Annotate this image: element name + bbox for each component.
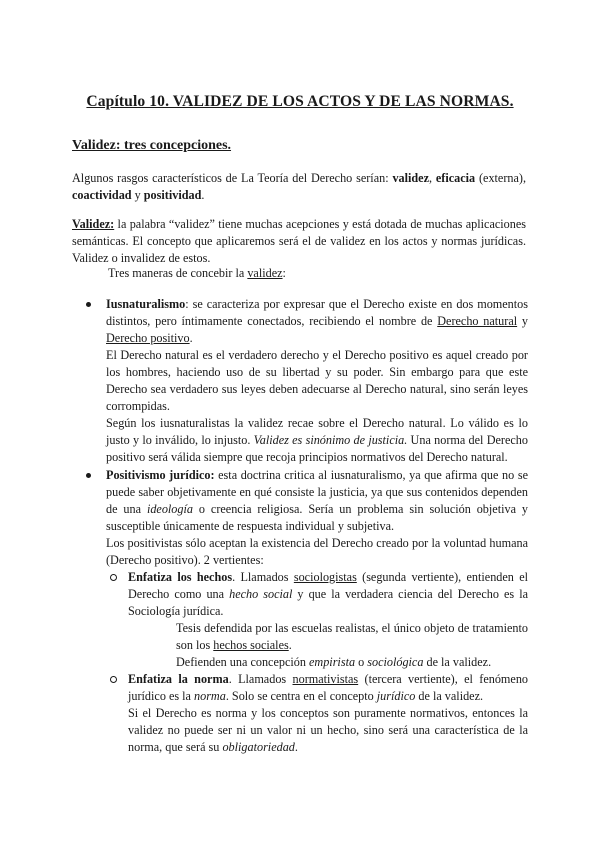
circle-bullet-icon	[110, 574, 117, 581]
list-item-norma: Enfatiza la norma. Llamados normativistas (tercera vertiente), el fenómeno jurídico es la norma. Solo se centra en el concepto jurídico de la validez. Si el Derecho es norma y los conceptos son puramente normativos, entonces la validez no puede ser ni un valor ni un hecho, sino será una característica de la norma, que será su obligatoriedad.	[106, 671, 528, 756]
term-ideologia: ideología	[146, 502, 193, 516]
term-normativistas: normativistas	[292, 672, 359, 686]
term-eficacia: eficacia	[435, 171, 476, 185]
validez-underlined: validez	[247, 266, 283, 280]
term-hechos-sociales: hechos sociales	[213, 638, 289, 652]
term-obligatoriedad: obligatoriedad	[222, 740, 295, 754]
positivismo-p2: Los positivistas sólo aceptan la existencia del Derecho creado por la voluntad humana (Derecho positivo). 2 vertientes:	[106, 536, 528, 567]
term-derecho-natural: Derecho natural	[437, 314, 518, 328]
term-norma: norma	[194, 689, 226, 703]
term-coactividad: coactividad	[72, 188, 132, 202]
validez-label: Validez:	[72, 217, 115, 231]
tres-maneras-line: Tres maneras de concebir la validez:	[108, 266, 286, 280]
validez-definition-paragraph: Validez: la palabra “validez” tiene muchas acepciones y está dotada de muchas aplicaciones semánticas. El concepto que aplicaremos será el de validez en los actos y normas jurídicas. Validez o invalidez de estos.	[72, 217, 526, 265]
term-iusnaturalismo: Iusnaturalismo	[106, 297, 186, 311]
term-enfatiza-hechos: Enfatiza los hechos	[128, 570, 233, 584]
circle-bullet-icon	[110, 676, 117, 683]
term-positividad: positividad	[143, 188, 202, 202]
term-empirista: empirista	[309, 655, 356, 669]
bullet-icon	[86, 473, 91, 478]
chapter-title: Capítulo 10. VALIDEZ DE LOS ACTOS Y DE LAS NORMAS.	[86, 93, 514, 110]
rasgos-paragraph: Algunos rasgos característicos de La Teoría del Derecho serían: validez, eficacia (externa), coactividad y positividad.	[72, 171, 527, 202]
iusnaturalismo-p3: Según los iusnaturalistas la validez recae sobre el Derecho natural. Lo válido es lo justo y lo inválido, lo injusto. Validez es sinónimo de justicia. Una norma del Derecho positivo será válida siempre que recoja principios normativos del Derecho natural.	[106, 416, 528, 464]
iusnaturalismo-p2: El Derecho natural es el verdadero derecho y el Derecho positivo es aquel creado por los hombres, haciendo uso de su libertad y su poder. Sin embargo para que este Derecho sea verdadero sus leyes deben adecuarse al Derecho natural, sino serán leyes corrompidas.	[106, 348, 528, 413]
vertientes-list	[106, 569, 528, 756]
list-item-hechos: Enfatiza los hechos. Llamados sociologistas (segunda vertiente), entienden el Derecho como una hecho social y que la verdadera ciencia del Derecho es la Sociología jurídica. Tesis defendida por las escuelas realistas, el único objeto de tratamiento son los hechos sociales. Defienden una concepción empirista o sociológica de la validez.	[106, 569, 528, 671]
term-enfatiza-norma: Enfatiza la norma	[128, 672, 229, 686]
section-subtitle: Validez: tres concepciones.	[72, 138, 232, 153]
term-derecho-positivo: Derecho positivo	[106, 331, 190, 345]
term-sociologica: sociológica	[367, 655, 424, 669]
hechos-indented: Tesis defendida por las escuelas realistas, el único objeto de tratamiento son los hechos sociales. Defienden una concepción empirista o sociológica de la validez.	[176, 621, 528, 669]
list-item-positivismo: Positivismo jurídico: esta doctrina critica al iusnaturalismo, ya que afirma que no se puede saber objetivamente en qué consiste la justicia, ya que sus contenidos dependen de una ideología o creencia religiosa. Sería un problema sin solución objetiva y susceptible únicamente de respuesta individual y subjetiva. Los positivistas sólo aceptan la existencia del Derecho creado por la voluntad humana (Derecho positivo). 2 vertientes: Enfatiza los hechos. Llamados sociologistas (segunda vertiente), entienden el Derecho como una hecho social y que la verdadera ciencia del Derecho es la Sociología jurídica. Tesis defendida por las escuelas realistas, el único objeto de tratamiento son los hechos sociales. Defienden una concepción empirista o sociológica de la validez. Enfatiza la norma. Llamados normativistas (tercera vertiente), el fenómeno jurídico es la norma. Solo se centra en el concepto jurídico de la validez. Si el Derecho es norma y los conceptos son puramente normativos, entonces la validez no puede ser ni un valor ni un hecho, sino será una característica de la norma, que será su obligatoriedad.	[72, 467, 528, 756]
term-validez: validez	[392, 171, 429, 185]
term-hecho-social: hecho social	[229, 587, 293, 601]
term-juridico: jurídico	[376, 689, 416, 703]
list-item-iusnaturalismo: Iusnaturalismo: se caracteriza por expresar que el Derecho existe en dos momentos distintos, pero íntimamente conectados, recibiendo el nombre de Derecho natural y Derecho positivo. El Derecho natural es el verdadero derecho y el Derecho positivo es aquel creado por los hombres, haciendo uso de su libertad y su poder. Sin embargo para que este Derecho sea verdadero sus leyes deben adecuarse al Derecho natural, sino serán leyes corrompidas. Según los iusnaturalistas la validez recae sobre el Derecho natural. Lo válido es lo justo y lo inválido, lo injusto. Validez es sinónimo de justicia. Una norma del Derecho positivo será válida siempre que recoja principios normativos del Derecho natural.	[72, 296, 528, 466]
validez-justicia-italic: Validez es sinónimo de justicia.	[253, 433, 408, 447]
term-positivismo: Positivismo jurídico:	[106, 468, 215, 482]
term-sociologistas: sociologistas	[293, 570, 357, 584]
concepciones-list	[72, 296, 528, 756]
bullet-icon	[86, 302, 91, 307]
